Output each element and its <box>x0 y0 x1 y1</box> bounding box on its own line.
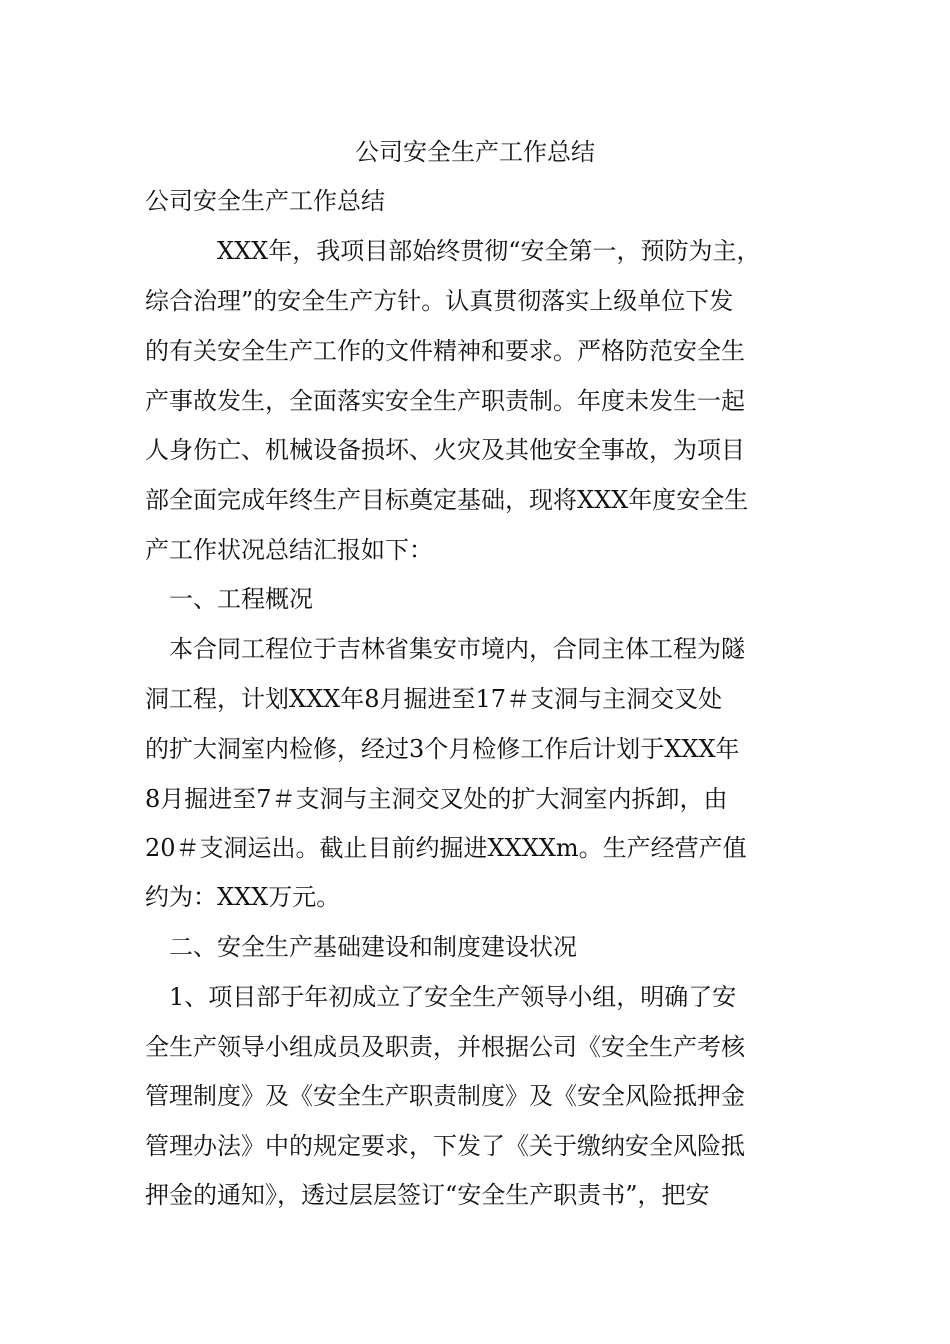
document-line: 产工作状况总结汇报如下： <box>145 536 433 564</box>
document-line: 全生产领导小组成员及职责，并根据公司《安全生产考核 <box>145 1033 745 1061</box>
document-line: 押金的通知》，透过层层签订“安全生产职责书”，把安 <box>145 1181 710 1209</box>
document-line: 1、项目部于年初成立了安全生产领导小组，明确了安 <box>145 983 737 1011</box>
document-line: 综合治理”的安全生产方针。认真贯彻落实上级单位下发 <box>145 287 734 315</box>
document-line: 约为：XXX万元。 <box>145 883 341 911</box>
document-line: 管理制度》及《安全生产职责制度》及《安全风险抵押金 <box>145 1082 745 1110</box>
document-line: 8月掘进至7＃支洞与主洞交叉处的扩大洞室内拆卸，由 <box>145 785 728 813</box>
document-line: 管理办法》中的规定要求，下发了《关于缴纳安全风险抵 <box>145 1132 745 1160</box>
document-line: 人身伤亡、机械设备损坏、火灾及其他安全事故，为项目 <box>145 436 745 464</box>
section-heading: 二、安全生产基础建设和制度建设状况 <box>145 933 577 961</box>
document-line: 的扩大洞室内检修，经过3个月检修工作后计划于XXX年 <box>145 735 740 763</box>
document-line: XXX年，我项目部始终贯彻“安全第一，预防为主， <box>145 237 761 265</box>
document-line: 洞工程，计划XXX年8月掘进至17＃支洞与主洞交叉处 <box>145 685 723 713</box>
document-line: 20＃支洞运出。截止目前约掘进XXXXm。生产经营产值 <box>145 834 747 862</box>
document-line: 产事故发生，全面落实安全生产职责制。年度未发生一起 <box>145 387 745 415</box>
document-line: 的有关安全生产工作的文件精神和要求。严格防范安全生 <box>145 337 745 365</box>
document-title: 公司安全生产工作总结 <box>355 138 595 166</box>
document-line: 本合同工程位于吉林省集安市境内，合同主体工程为隧 <box>145 635 745 663</box>
document-line: 公司安全生产工作总结 <box>145 187 385 215</box>
document-line: 部全面完成年终生产目标奠定基础，现将XXX年度安全生 <box>145 486 749 514</box>
section-heading: 一、工程概况 <box>145 585 313 613</box>
